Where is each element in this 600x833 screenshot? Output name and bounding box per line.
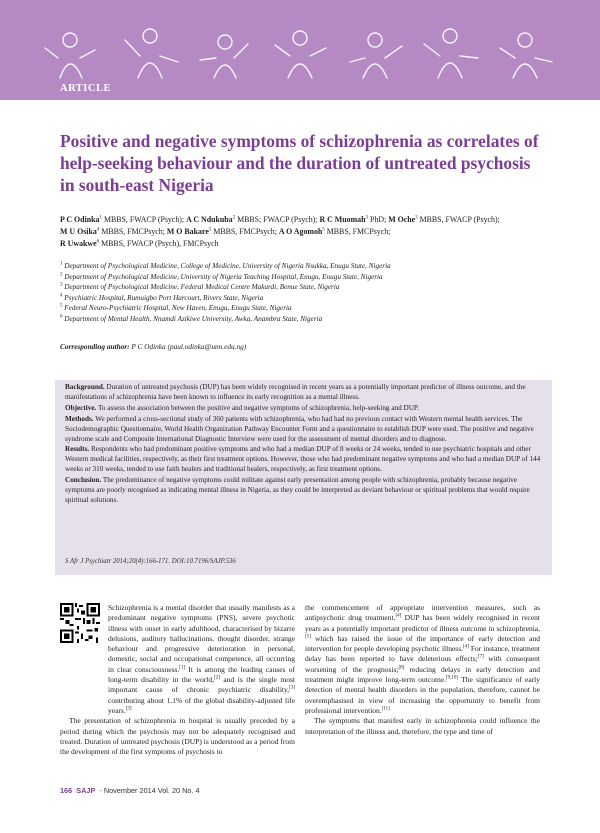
body-column-right xyxy=(305,603,540,737)
body-paragraph: The symptoms that manifest early in schizophrenia could influence the interpretation of the illness and, therefore, the type and time of xyxy=(305,716,540,736)
article-banner xyxy=(0,0,600,100)
affiliation-item: $^4$ Psychiatric Hospital, Rumuigbo Port Harcourt, Rivers State, Nigeria xyxy=(60,293,264,302)
journal-name: SAJP xyxy=(76,786,96,795)
body-paragraph: Schizophrenia is a mental disorder that usually manifests as a predominant negative symptoms (PNS), severe psychotic illness with onset in early adulthood, characterised by bizarre delusions, auditory hallucinations, thought disorder, strange behaviour and progressive deterioration in personal, domestic, social and occupational competence, all occurring in clear consciousness.[1] It is among the leading causes of long-term disability in the world,[2] and is the single most important cause of chronic psychiatric disability,[3] contributing about 1.1% of the global disability-adjusted life years.[3] xyxy=(108,603,296,715)
page-footer: 166 SAJP - November 2014 Vol. 20 No. 4 xyxy=(60,786,200,795)
page-number: 166 xyxy=(60,786,73,795)
paper-title: Positive and negative symptoms of schizophrenia as correlates of help-seeking behaviour and the duration of untreated psychosis in south-east Nigeria xyxy=(60,131,539,195)
body-paragraph: the commencement of appropriate intervention measures, such as antipsychotic drug treatment.[4] DUP has been widely recognised in recent years as a potentially important predictor of illness outcome in schizophrenia,[5] which has raised the issue of the importance of early detection and intervention for people developing psychotic illness.[4] For instance, treatment delay has been reported to have deleterious effects;[7] with consequent worsening of the prognosis;[8] reducing delays in early detection and treatment might improve long-term outcome.[9,10] The significance of early detection of mental health disorders in the population, therefore, cannot be overemphasised in view of increasing the opportunity to benefit from professional intervention.[11] xyxy=(305,603,541,715)
body-column-left xyxy=(60,603,295,757)
abstract-results-section: Results. Respondents who had predominant positive symptoms and who had a median DUP of 8 weeks or 24 weeks, tended to use psychiatric hospitals and other Western medical facilities, respectively, as their first treatment options. However, those who had predominant negative symptoms and who had a median DUP of 144 weeks or 310 weeks, tended to use faith healers and traditional healers, respectively, as first treatment options. xyxy=(65,445,541,474)
citation: S Afr J Psychiatr 2014;20(4):166-171. DOI:10.7196/SAJP.536 xyxy=(65,558,236,565)
author-list: P C Odinka$^1$ MBBS, FWACP (Psych); A C Ndukuba$^2$ MBBS; FWACP (Psych); R C Muomah$^3$ PhD; M Oche$^3$ MBBS, FWACP (Psych); M U Osika$^4$ MBBS, FMCPsych; M O Bakare$^5$ MBBS, FMCPsych; A O Agomoh$^5$ MBBS, FMCPsych; R Uwakwe$^6$ MBBS, FWACP (Psych), FMCPsych xyxy=(60,215,500,248)
affiliation-item: $^5$ Federal Neuro-Psychiatric Hospital, New Haven, Enugu, Enugu State, Nigeria xyxy=(60,303,292,313)
issue-info: November 2014 Vol. 20 No. 4 xyxy=(103,786,200,795)
affiliation-list xyxy=(60,261,550,325)
affiliation-item: $^2$ Department of Psychological Medicine, University of Nigeria Teaching Hospital, Enugu, Enugu State, Nigeria xyxy=(60,272,383,281)
affiliation-item: $^6$ Department of Mental Health, Nnamdi Azikiwe University, Awka, Anambra State, Nigeria xyxy=(60,314,323,323)
abstract-background-section: Background. Duration of untreated psychosis (DUP) has been widely recognised in recent years as a potentially important predictor of illness outcome, and the manifestations of schizophrenia have been known to influence its early recognition as a mental illness. xyxy=(65,383,526,401)
affiliation-item: $^3$ Department of Psychological Medicine, Federal Medical Centre Makurdi, Benue State, Nigeria xyxy=(60,282,340,292)
affiliation-item: $^1$ Department of Psychological Medicine, College of Medicine, University of Nigeria Nsukka, Enugu State, Nigeria xyxy=(60,261,391,270)
corresponding-author: Corresponding author: P C Odinka (paul.odinka@unn.edu.ng) xyxy=(60,342,247,351)
abstract xyxy=(65,383,543,507)
abstract-conclusion-section: Conclusion. The predominance of negative symptoms could militate against early presentation among people with schizophrenia, probably because negative symptoms are poorly recognised as indicating mental illness in Nigeria, as they could be interpreted as deviant behaviour or spiritual problems that would require spiritual solutions. xyxy=(65,476,530,504)
abstract-methods-section: Methods. We performed a cross-sectional study of 360 patients with schizophrenia, who had had no previous contact with Western mental health services. The Sociodemographic Questionnaire, World Health Organization Pathway Encounter Form and a questionnaire to establish DUP were used. The positive and negative syndrome scale and Composite International Diagnostic Interview were used for the assessment of mental disorders and to diagnose. xyxy=(65,414,534,443)
abstract-objective-section: Objective. To assess the association between the positive and negative symptoms of schizophrenia, help-seeking and DUP. xyxy=(65,403,419,412)
article-label: ARTICLE xyxy=(60,83,111,94)
body-paragraph: The presentation of schizophrenia in hospital is usually preceded by a period during which the psychosis may not be adequately recognised and treated. Duration of untreated psychosis (DUP) is understood as a period from the development of the first symptoms of psychosis to xyxy=(60,716,295,757)
